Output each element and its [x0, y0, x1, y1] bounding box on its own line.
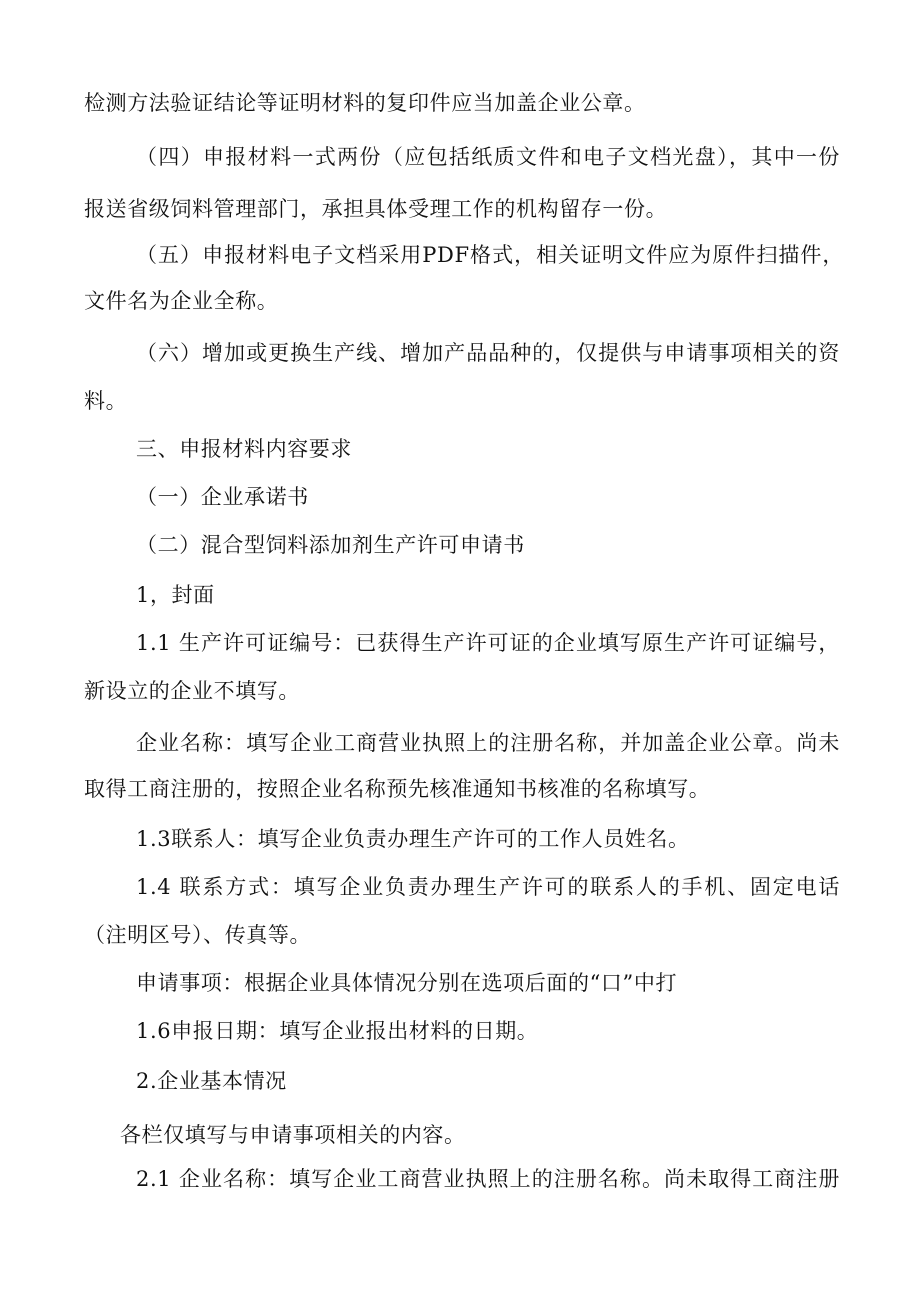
text-line: 各栏仅填写与申请事项相关的内容。 — [120, 1123, 466, 1147]
item-heading: 1，封面 — [136, 583, 215, 607]
text-line: 1.1 生产许可证编号：已获得生产许可证的企业填写原生产许可证编号， — [136, 631, 840, 655]
text-line: 检测方法验证结论等证明材料的复印件应当加盖企业公章。 — [84, 91, 646, 115]
text-line: （注明区号）、传真等。 — [84, 923, 312, 947]
text-line: 企业名称：填写企业工商营业执照上的注册名称，并加盖企业公章。尚未 — [136, 731, 840, 755]
item-heading: 2.企业基本情况 — [136, 1069, 287, 1093]
subsection-heading: （二）混合型饲料添加剂生产许可申请书 — [136, 533, 525, 557]
subsection-heading: （一）企业承诺书 — [136, 485, 309, 509]
text-line: 取得工商注册的，按照企业名称预先核准通知书核准的名称填写。 — [84, 777, 711, 801]
text-line: 2.1 企业名称：填写企业工商营业执照上的注册名称。尚未取得工商注册 — [136, 1167, 840, 1191]
text-line: 报送省级饲料管理部门，承担具体受理工作的机构留存一份。 — [84, 197, 668, 221]
text-line: 文件名为企业全称。 — [84, 289, 279, 313]
text-line: 1.3联系人：填写企业负责办理生产许可的工作人员姓名。 — [136, 827, 690, 851]
text-line: 料。 — [84, 389, 128, 413]
text-line: 申请事项：根据企业具体情况分别在选项后面的“口”中打 — [136, 971, 678, 995]
text-line: 新设立的企业不填写。 — [84, 679, 300, 703]
text-line: （四）申报材料一式两份（应包括纸质文件和电子文档光盘），其中一份 — [136, 145, 840, 169]
text-line: 1.4 联系方式：填写企业负责办理生产许可的联系人的手机、固定电话 — [136, 875, 840, 899]
text-line: 1.6申报日期：填写企业报出材料的日期。 — [136, 1019, 539, 1043]
text-line: （六）增加或更换生产线、增加产品品种的，仅提供与申请事项相关的资 — [136, 341, 840, 365]
section-heading: 三、申报材料内容要求 — [136, 437, 352, 461]
text-line: （五）申报材料电子文档采用PDF格式，相关证明文件应为原件扫描件， — [136, 243, 844, 267]
